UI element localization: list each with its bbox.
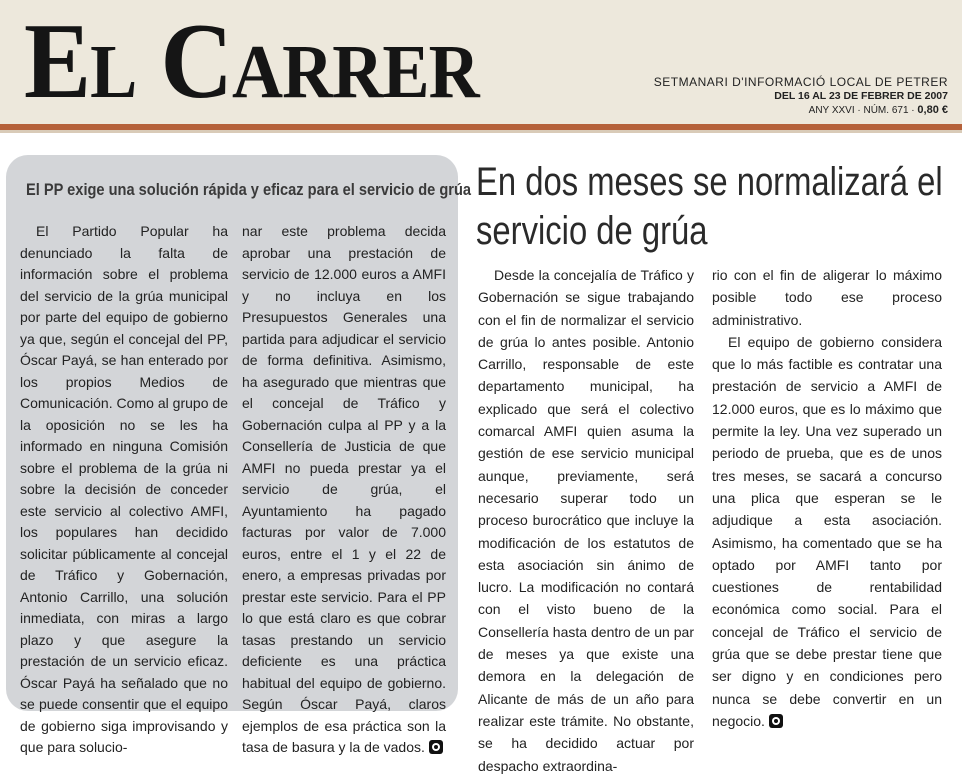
article-paragraph-cont: rio con el fin de aligerar lo máximo posible todo ese proceso administrativo.: [712, 267, 942, 328]
headline-line-2: servicio de grúa: [476, 209, 708, 253]
article-text-2: El equipo de gobierno considera que lo más factible es contratar una prestación de servicio a AMFI de 12.000 euros, que es lo máximo que permite la ley. Una vez superado un periodo de prueba, que es de unos tres meses, se sacará a concurso una plica que esperan se le adjudique a esta asociación. Asimismo, ha comentado que se ha optado por AMFI tanto por cuestiones de rentabilidad económica como social. Para el concejal de Tráfico el servicio de grúa que se debe prestar tiene que ser digno y en condiciones pero nunca se debe convertir en un negocio.: [712, 333, 942, 729]
article-column-1: [478, 264, 694, 777]
sidebar-paragraph-cont: [242, 221, 446, 759]
issue-dates: DEL 16 AL 23 DE FEBRER DE 2007: [774, 90, 948, 102]
logo-text: El Carrer: [24, 2, 479, 121]
sidebar-column-1: [20, 221, 228, 759]
masthead: [0, 0, 962, 124]
newspaper-logo: [24, 2, 479, 121]
end-of-article-icon: [429, 740, 443, 754]
issue-number-line: [654, 104, 948, 117]
article-paragraph-2: [712, 331, 942, 732]
sidebar-box: [6, 155, 472, 755]
masthead-rule-light: [0, 130, 962, 133]
issue-number: ANY XXVI · NÚM. 671 ·: [808, 105, 915, 116]
price: 0,80 €: [917, 104, 948, 116]
sidebar-column-2: [242, 221, 446, 759]
article-paragraph: Desde la concejalía de Tráfico y Gobernación se sigue trabajando con el fin de normalizar el servicio de grúa lo antes posible. Antonio Carrillo, responsable de este departamento municipal, ha explicado que será el colectivo comarcal AMFI quien asuma la gestión de ese servicio municipal aunque, previamente, será necesario superar todo un proceso burocrático que incluye la modificación de los estatutos de esta asociación sin ánimo de lucro. La modificación no contará con el visto bueno de la Consellería hasta dentro de un par de meses ya que existe una demora en la delegación de Alicante de más de un año para realizar este trámite. No obstante, se ha decidido actuar por despacho extraordina-: [478, 267, 694, 774]
sidebar-paragraph: El Partido Popular ha denunciado la falta de información sobre el problema del servicio de la grúa municipal por parte del equipo de gobierno ya que, según el concejal del PP, Óscar Payá, se han enterado por los propios Medios de Comunicación. Como al grupo de la oposición no se les ha informado en ninguna Comisión sobre el problema de la grúa ni sobre la decisión de conceder este servicio al colectivo AMFI, los populares han decidido solicitar públicamente al concejal de Tráfico y Gobernación, Antonio Carrillo, una solución inmediata, con miras a largo plazo y que asegure la prestación de un servicio eficaz. Óscar Payá ha señalado que no se puede consentir que el equipo de gobierno siga improvisando y que para solucio-: [20, 223, 228, 755]
headline-line-1: En dos meses se normalizará el: [476, 160, 943, 204]
article-column-2: [712, 264, 942, 732]
article-headline: [476, 158, 943, 256]
masthead-info: [654, 76, 948, 117]
sidebar-headline: El PP exige una solución rápida y eficaz para el servicio de grúa: [26, 180, 472, 199]
tagline: SETMANARI D'INFORMACIÓ LOCAL DE PETRER: [653, 75, 948, 89]
sidebar-text-cont: nar este problema decida aprobar una prestación de servicio de 12.000 euros a AMFI y no incluya en los Presupuestos Generales una partida para adjudicar el servicio de forma definitiva. Asimismo, ha asegurado que mientras que el concejal de Tráfico y Gobernación culpa al PP y a la Consellería de Justicia de que AMFI no pueda prestar ya el servicio de grúa, el Ayuntamiento ha pagado facturas por valor de 7.000 euros, entre el 1 y el 22 de enero, a empresas privadas por prestar este servicio. Para el PP lo que está claro es que cobrar tasas prestando un servicio deficiente es una práctica habitual del equipo de gobierno. Según Óscar Payá, claros ejemplos de esa práctica son la tasa de basura y la de vados.: [242, 223, 446, 755]
